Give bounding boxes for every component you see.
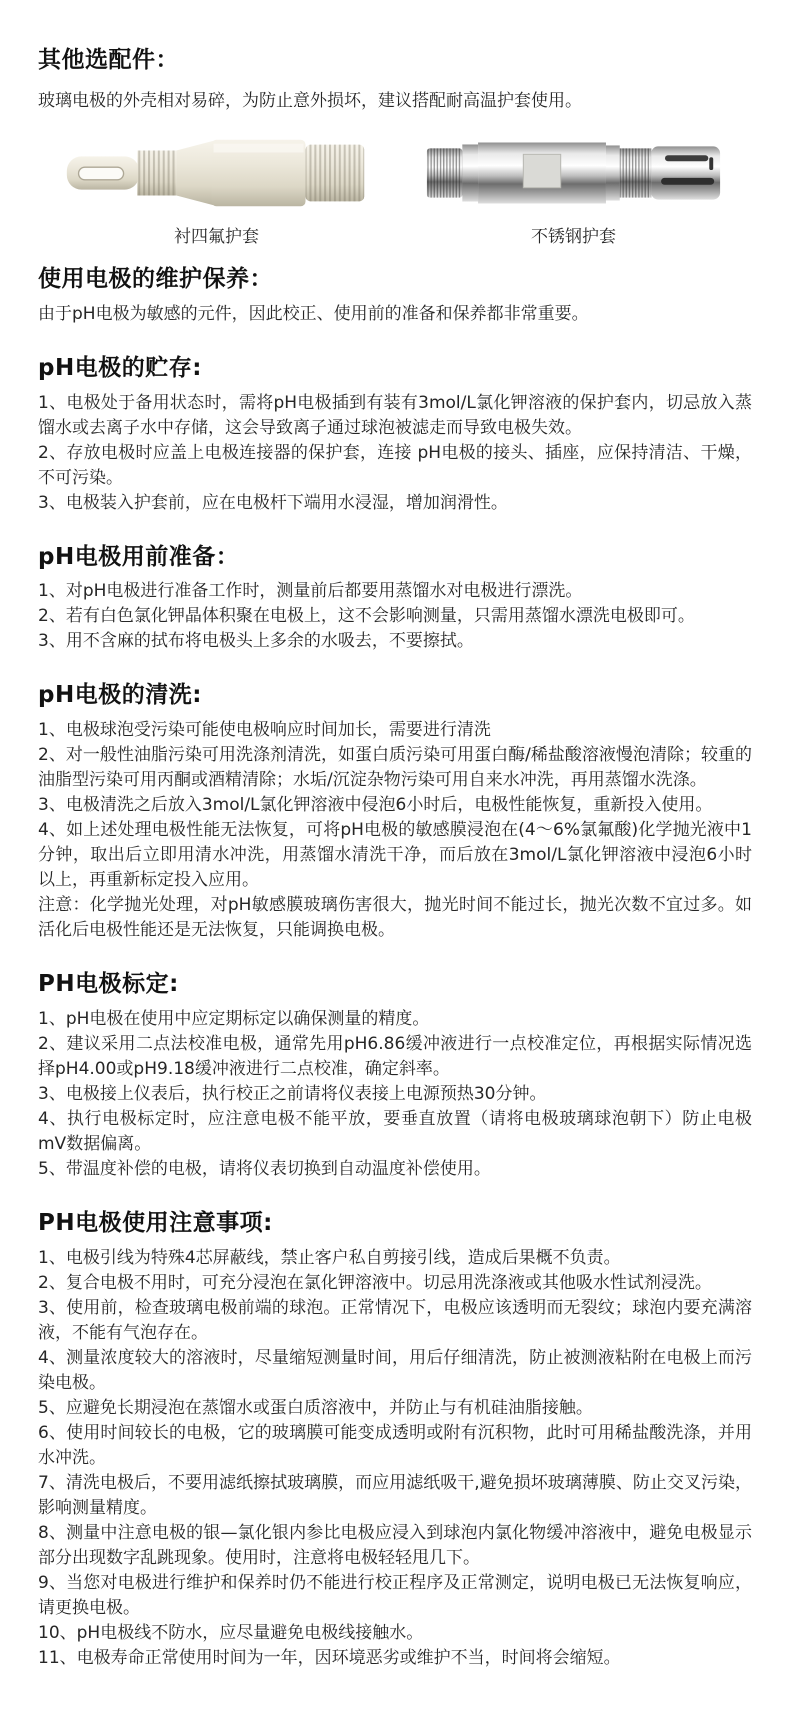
list-item: 1、pH电极在使用中应定期标定以确保测量的精度。 (38, 1009, 430, 1030)
list-item: 3、电极清洗之后放入3mol/L氯化钾溶液中侵泡6小时后，电极性能恢复，重新投入使用。 (38, 795, 713, 816)
list-item: 7、清洗电极后，不要用滤纸擦拭玻璃膜，而应用滤纸吸干,避免损坏玻璃薄膜、防止交叉污染，影响测量精度。 (38, 1472, 752, 1518)
list-item: 4、如上述处理电极性能无法恢复，可将pH电极的敏感膜浸泡在(4～6%氯氟酸)化学抛光液中1分钟，取出后立即用清水冲洗，用蒸馏水清洗干净，而后放在3mol/L氯化钾溶液中浸泡6小时以上，再重新标定投入应用。 (38, 820, 752, 891)
list-item: 5、应避免长期浸泡在蒸馏水或蛋白质溶液中，并防止与有机硅油脂接触。 (38, 1397, 593, 1418)
accessory-ptfe (38, 128, 395, 247)
accessories-intro: 玻璃电极的外壳相对易碎，为防止意外损坏，建议搭配耐高温护套使用。 (38, 90, 582, 111)
list-item: 2、建议采用二点法校准电极，通常先用pH6.86缓冲液进行一点校准定位，再根据实际情况选择pH4.00或pH9.18缓冲液进行二点校准，确定斜率。 (38, 1034, 752, 1080)
list-item: 1、电极引线为特殊4芯屏蔽线，禁止客户私自剪接引线，造成后果概不负责。 (38, 1247, 621, 1268)
maintenance-intro: 由于pH电极为敏感的元件，因此校正、使用前的准备和保养都非常重要。 (38, 303, 589, 324)
list-item: 3、电极装入护套前，应在电极杆下端用水浸湿，增加润滑性。 (38, 492, 508, 513)
list-item: 6、使用时间较长的电极，它的玻璃膜可能变成透明或附有沉积物，此时可用稀盐酸洗涤，并用水冲洗。 (38, 1422, 752, 1468)
list-item: 8、测量中注意电极的银—氯化银内参比电极应浸入到球泡内氯化物缓冲溶液中，避免电极显示部分出现数字乱跳现象。使用时，注意将电极轻轻甩几下。 (38, 1522, 752, 1568)
list-item: 1、对pH电极进行准备工作时，测量前后都要用蒸馏水对电极进行漂洗。 (38, 581, 583, 602)
maintenance-intro-block (38, 265, 752, 327)
list-item: 2、存放电极时应盖上电极连接器的保护套，连接 pH电极的接头、插座，应保持清洁、干燥，不可污染。 (38, 442, 752, 488)
section-cleaning-title: pH电极的清洗: (38, 682, 202, 709)
list-item: 9、当您对电极进行维护和保养时仍不能进行校正程序及正常测定，说明电极已无法恢复响应，请更换电极。 (38, 1572, 752, 1618)
list-item: 4、测量浓度较大的溶液时，尽量缩短测量时间，用后仔细清洗，防止被测液粘附在电极上而污染电极。 (38, 1347, 752, 1393)
list-item: 2、对一般性油脂污染可用洗涤剂清洗，如蛋白质污染可用蛋白酶/稀盐酸溶液慢泡清除；较重的油脂型污染可用丙酮或酒精清除；水垢/沉淀杂物污染可用自来水冲洗，再用蒸馏水洗涤。 (38, 745, 752, 791)
list-item: 3、使用前，检查玻璃电极前端的球泡。正常情况下，电极应该透明而无裂纹；球泡内要充满溶液，不能有气泡存在。 (38, 1297, 752, 1343)
list-item: 3、用不含麻的拭布将电极头上多余的水吸去，不要擦拭。 (38, 631, 474, 652)
ptfe-sleeve-image (64, 128, 369, 218)
section-preparation-title: pH电极用前准备： (38, 543, 240, 570)
list-item: 3、电极接上仪表后，执行校正之前请将仪表接上电源预热30分钟。 (38, 1084, 547, 1104)
section-calibration-title: PH电极标定: (38, 971, 179, 998)
section-storage (38, 354, 752, 516)
list-item: 5、带温度补偿的电极，请将仪表切换到自动温度补偿使用。 (38, 1158, 491, 1179)
list-item: 2、若有白色氯化钾晶体积聚在电极上，这不会影响测量，只需用蒸馏水漂洗电极即可。 (38, 606, 695, 627)
list-item: 2、复合电极不用时，可充分浸泡在氯化钾溶液中。切忌用洗涤液或其他吸水性试剂浸洗。 (38, 1272, 712, 1293)
section-precautions (38, 1209, 752, 1671)
stainless-sleeve-image (421, 128, 726, 218)
list-item: 1、电极球泡受污染可能使电极响应时间加长，需要进行清洗 (38, 720, 491, 741)
section-cleaning (38, 681, 752, 943)
section-storage-title: pH电极的贮存: (38, 354, 202, 381)
accessory-images-row (38, 128, 752, 247)
accessory-caption-steel: 不锈钢护套 (531, 226, 616, 247)
accessory-steel (395, 128, 752, 247)
list-item-note: 注意：化学抛光处理，对pH敏感膜玻璃伤害很大，抛光时间不能过长，抛光次数不宜过多。如活化后电极性能还是无法恢复，只能调换电极。 (38, 895, 752, 941)
accessory-caption-ptfe: 衬四氟护套 (174, 226, 259, 247)
list-item: 11、电极寿命正常使用时间为一年，因环境恶劣或维护不当，时间将会缩短。 (38, 1647, 621, 1668)
maintenance-title: 使用电极的维护保养： (38, 265, 273, 292)
list-item: 1、电极处于备用状态时，需将pH电极插到有装有3mol/L氯化钾溶液的保护套内，切忌放入蒸馏水或去离子水中存储，这会导致离子通过球泡被滤走而导致电极失效。 (38, 392, 752, 438)
list-item: 4、执行电极标定时，应注意电极不能平放，要垂直放置（请将电极玻璃球泡朝下）防止电极mV数据偏离。 (38, 1108, 752, 1154)
section-preparation (38, 543, 752, 655)
list-item: 10、pH电极线不防水，应尽量避免电极线接触水。 (38, 1622, 424, 1643)
section-precautions-title: PH电极使用注意事项: (38, 1209, 273, 1236)
section-calibration (38, 970, 752, 1182)
accessories-title: 其他选配件： (38, 47, 179, 73)
